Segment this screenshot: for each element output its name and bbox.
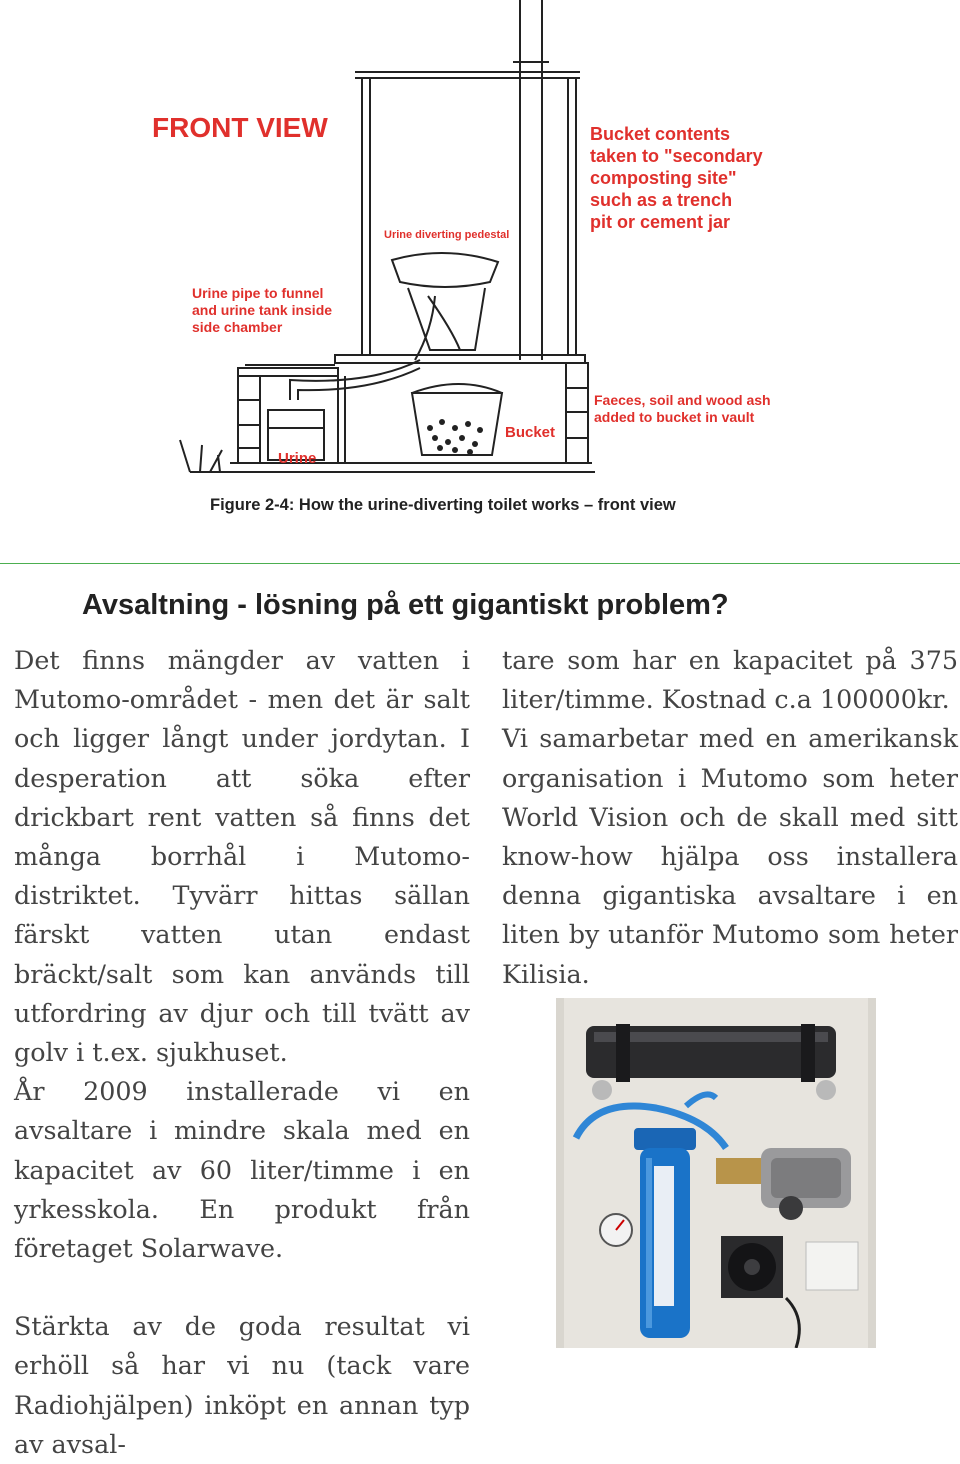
urine-pipe-line: side chamber	[192, 319, 283, 335]
article-heading: Avsaltning - lösning på ett gigantiskt problem?	[82, 589, 729, 621]
section-divider	[0, 563, 960, 564]
ground	[180, 440, 595, 472]
pedestal-label: Urine diverting pedestal	[384, 229, 510, 241]
paragraph: År 2009 installerade vi en avsaltare i mindre skala med en kapacitet av 60 liter/timme i en yrkesskola. En produkt från företaget Solarwave.	[14, 1076, 470, 1264]
superstructure	[355, 72, 580, 356]
blue-filter-housing	[634, 1128, 696, 1338]
bucket-contents-line: taken to "secondary	[590, 146, 763, 166]
urine-pipe-line: and urine tank inside	[192, 302, 333, 318]
bucket-label: Bucket	[505, 424, 556, 441]
desalination-unit-photo	[556, 998, 876, 1348]
bucket-contents-line: composting site"	[590, 168, 737, 188]
bucket-contents-line: pit or cement jar	[590, 212, 731, 232]
pressure-gauge	[600, 1214, 632, 1246]
figure-title: FRONT VIEW	[152, 112, 328, 143]
vent-pipe	[513, 0, 549, 360]
bucket-contents-label	[590, 124, 763, 232]
bucket-contents-line: Bucket contents	[590, 124, 731, 144]
bucket-shape	[412, 384, 502, 455]
right-column	[502, 641, 958, 994]
toilet-front-view-diagram	[130, 0, 830, 530]
bucket-contents-line: such as a trench	[590, 190, 733, 210]
urine-pipe-label	[192, 285, 332, 335]
urine-label: Urine	[278, 450, 317, 467]
cooling-fan	[721, 1236, 783, 1298]
urine-diverting-pedestal	[392, 253, 498, 360]
paragraph: Stärkta av de goda resultat vi erhöll så har vi nu (tack vare Radiohjälpen) inköpt en annan typ av avsal-	[14, 1311, 470, 1459]
faeces-line: added to bucket in vault	[594, 409, 755, 425]
urine-pipe-line: Urine pipe to funnel	[192, 285, 324, 301]
paragraph: Vi samarbetar med en amerikansk organisation i Mutomo som heter World Vision och de skall med sitt know-how hjälpa oss installera denna gigantiska avsaltare i en liten by utanför Mutomo som heter Kilisia.	[502, 723, 958, 989]
faeces-line: Faeces, soil and wood ash	[594, 392, 771, 408]
vault-walls	[238, 363, 588, 463]
junction-box	[806, 1242, 858, 1290]
faeces-label	[594, 392, 771, 425]
paragraph: Det finns mängder av vatten i Mutomo-området - men det är salt och ligger långt under jordytan. I desperation att söka efter drickbart rent vatten så finns det många borrhål i Mutomo-distriktet. Tyvärr hittas sällan färskt vatten utan endast bräckt/salt som kan används till utfordring av djur och till tvätt av golv i t.ex. sjukhuset.	[14, 645, 470, 1068]
paragraph: tare som har en kapacitet på 375 liter/timme. Kostnad c.a 100000kr.	[502, 645, 958, 715]
left-column	[14, 641, 470, 1464]
figure-caption: Figure 2-4: How the urine-diverting toilet works – front view	[210, 496, 676, 514]
